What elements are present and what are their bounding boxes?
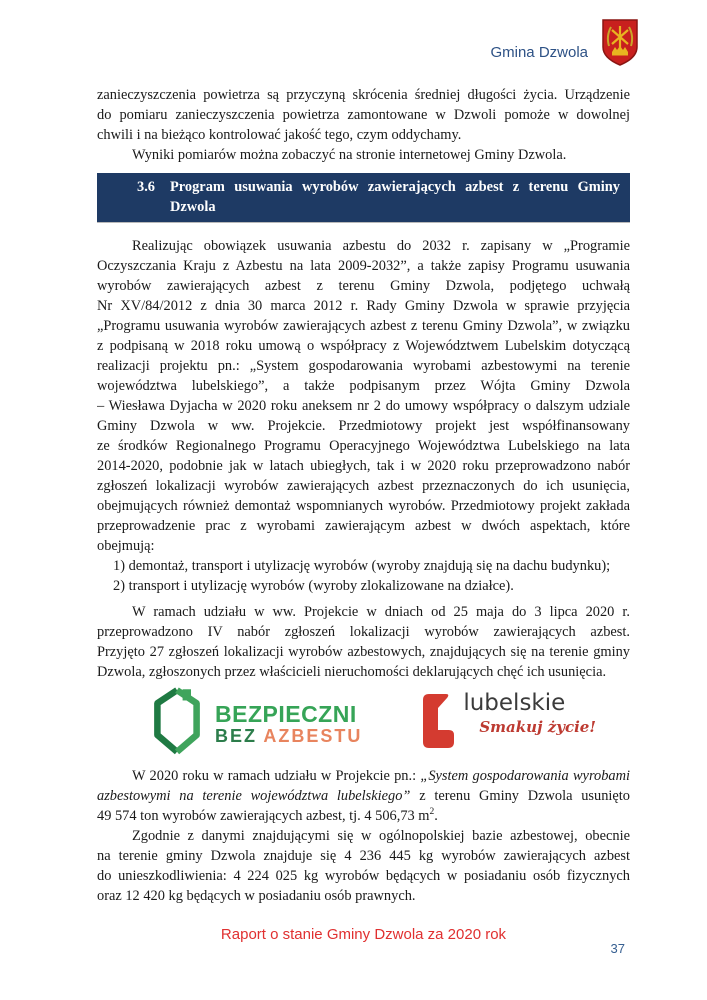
text-line: Realizując obowiązek usuwania azbestu do 2032 r. zapisany w „Programie <box>132 238 630 254</box>
text-line: Nr XV/84/2012 z dnia 30 marca 2012 r. Rady Gminy Dzwola w sprawie przyjęcia <box>97 298 630 314</box>
text-line: 1) demontaż, transport i utylizację wyrobów (wyroby znajdują się na dachu budynku); <box>113 558 611 574</box>
text-line: Oczyszczania Kraju z Azbestu na lata 2009-2032”, a także zapisy Programu usuwania <box>97 258 630 274</box>
text-line: Przyjęto 27 zgłoszeń lokalizacji wyrobów azbestowych, znajdujących się na terenie gminy <box>97 644 630 660</box>
text-line: „Programu usuwania wyrobów zawierających azbest z terenu Gminy Dzwola”, w związku <box>97 318 630 334</box>
text-line: azbestowymi na terenie województwa lubelskiego” z terenu Gminy Dzwola usunięto <box>97 788 630 804</box>
text-line: 2) transport i utylizację wyrobów (wyroby zlokalizowane na działce). <box>113 578 514 594</box>
text-line: obejmujących również demontaż wspomnianych wyrobów. Przedmiotowy projekt zakłada <box>97 498 630 514</box>
text-line: Gminy Dzwola w ww. Projekcie. Przedmiotowy projekt jest współfinansowany <box>97 418 630 434</box>
text-line: 2014-2020, podobnie jak w latach ubiegłych, tak i w 2020 roku przeprowadzono nabór <box>97 458 630 474</box>
paragraph <box>97 826 630 906</box>
paragraph <box>97 236 630 556</box>
lubelskie-tagline: Smakuj życie! <box>479 718 596 736</box>
text-line: wyrobów zawierających azbest z terenu Gminy Dzwola, podjętego uchwałą <box>97 278 630 294</box>
text-line: z podpisaną w 2018 roku umową o współpracy z Województwem Lubelskim dotyczącą <box>97 338 630 354</box>
text-line: zgłoszeń lokalizacji wyrobów zawierających azbest przeznaczonych do ich usunięcia, <box>97 478 630 494</box>
text-line: do pomiaru zanieczyszczenia powietrza zamontowane w Dzwoli pomoże w dowolnej <box>97 107 630 123</box>
lubelskie-logo <box>420 692 596 756</box>
text-line: W ramach udziału w ww. Projekcie w dniach od 25 maja do 3 lipca 2020 r. <box>132 604 630 620</box>
text-line: W 2020 roku w ramach udziału w Projekcie pn.: „System gospodarowania wyrobami <box>132 768 630 784</box>
section-heading-bar <box>97 173 630 222</box>
text-line: przeprowadzenie prac z wyrobami zawierającym azbest w dwóch aspektach, które <box>97 518 630 534</box>
bezpieczni-house-icon <box>149 686 205 762</box>
paragraph <box>97 556 630 596</box>
text-line: na terenie gminy Dzwola znajduje się 4 236 445 kg wyrobów zawierających azbest <box>97 848 630 864</box>
gmina-dzwola-coat-of-arms-icon <box>600 18 640 73</box>
page-number: 37 <box>610 941 625 956</box>
section-title: Program usuwania wyrobów zawierających azbest z terenu Gminy Dzwola <box>170 179 620 215</box>
paragraph <box>97 85 630 145</box>
municipality-name: Gmina Dzwola <box>490 44 588 61</box>
body-text <box>97 85 630 906</box>
partner-logos <box>149 688 630 760</box>
paragraph <box>97 602 630 682</box>
text-line: oraz 12 420 kg będących w posiadaniu osób prawnych. <box>97 888 416 904</box>
text-line: Zgodnie z danymi znajdującymi się w ogólnopolskiej bazie azbestowej, obecnie <box>132 828 630 844</box>
text-line: Dzwola, zgłoszonych przez właścicieli nieruchomości deklarujących chęć ich usunięcia. <box>97 664 607 680</box>
text-line: realizacji projektu pn.: „System gospodarowania wyrobami azbestowymi na terenie <box>97 358 630 374</box>
text-line: 49 574 ton wyrobów zawierających azbest, tj. 4 506,73 $m^2$. <box>97 807 438 824</box>
paragraph <box>97 766 630 826</box>
text-line: przeprowadzono IV nabór zgłoszeń lokalizacji wyrobów zawierających azbest. <box>97 624 630 640</box>
footer-report-title: Raport o stanie Gminy Dzwola za 2020 rok <box>220 926 507 943</box>
page-header <box>490 18 640 73</box>
text-line: do unieszkodliwienia: 4 224 025 kg wyrobów będących w posiadaniu osób fizycznych <box>97 868 630 884</box>
lubelskie-wordmark: lubelskie <box>463 690 566 716</box>
section-number: 3.6 <box>137 179 155 195</box>
bez-azbestu-wordmark: BEZ AZBESTU <box>215 725 363 746</box>
text-line: Wyniki pomiarów można zobaczyć na stronie internetowej Gminy Dzwola. <box>132 147 567 163</box>
text-line: obejmują: <box>97 538 155 554</box>
paragraph <box>97 145 630 165</box>
bezpieczni-bez-azbestu-logo <box>149 686 362 762</box>
bezpieczni-wordmark: BEZPIECZNI <box>215 701 357 728</box>
text-line: zanieczyszczenia powietrza są przyczyną skrócenia średniej długości życia. Urządzenie <box>97 87 630 103</box>
lubelskie-l-icon <box>420 692 456 756</box>
text-line: – Wiesława Dyjacha w 2020 roku aneksem nr 2 do umowy współpracy o dalszym udziale <box>97 398 630 414</box>
text-line: chwili i na bieżąco kontrolować jakość tego, czym oddychamy. <box>97 127 462 143</box>
text-line: województwa lubelskiego”, a także podpisanym przez Wójta Gminy Dzwola <box>97 378 630 394</box>
text-line: ze środków Regionalnego Programu Operacyjnego Województwa Lubelskiego na lata <box>97 438 630 454</box>
